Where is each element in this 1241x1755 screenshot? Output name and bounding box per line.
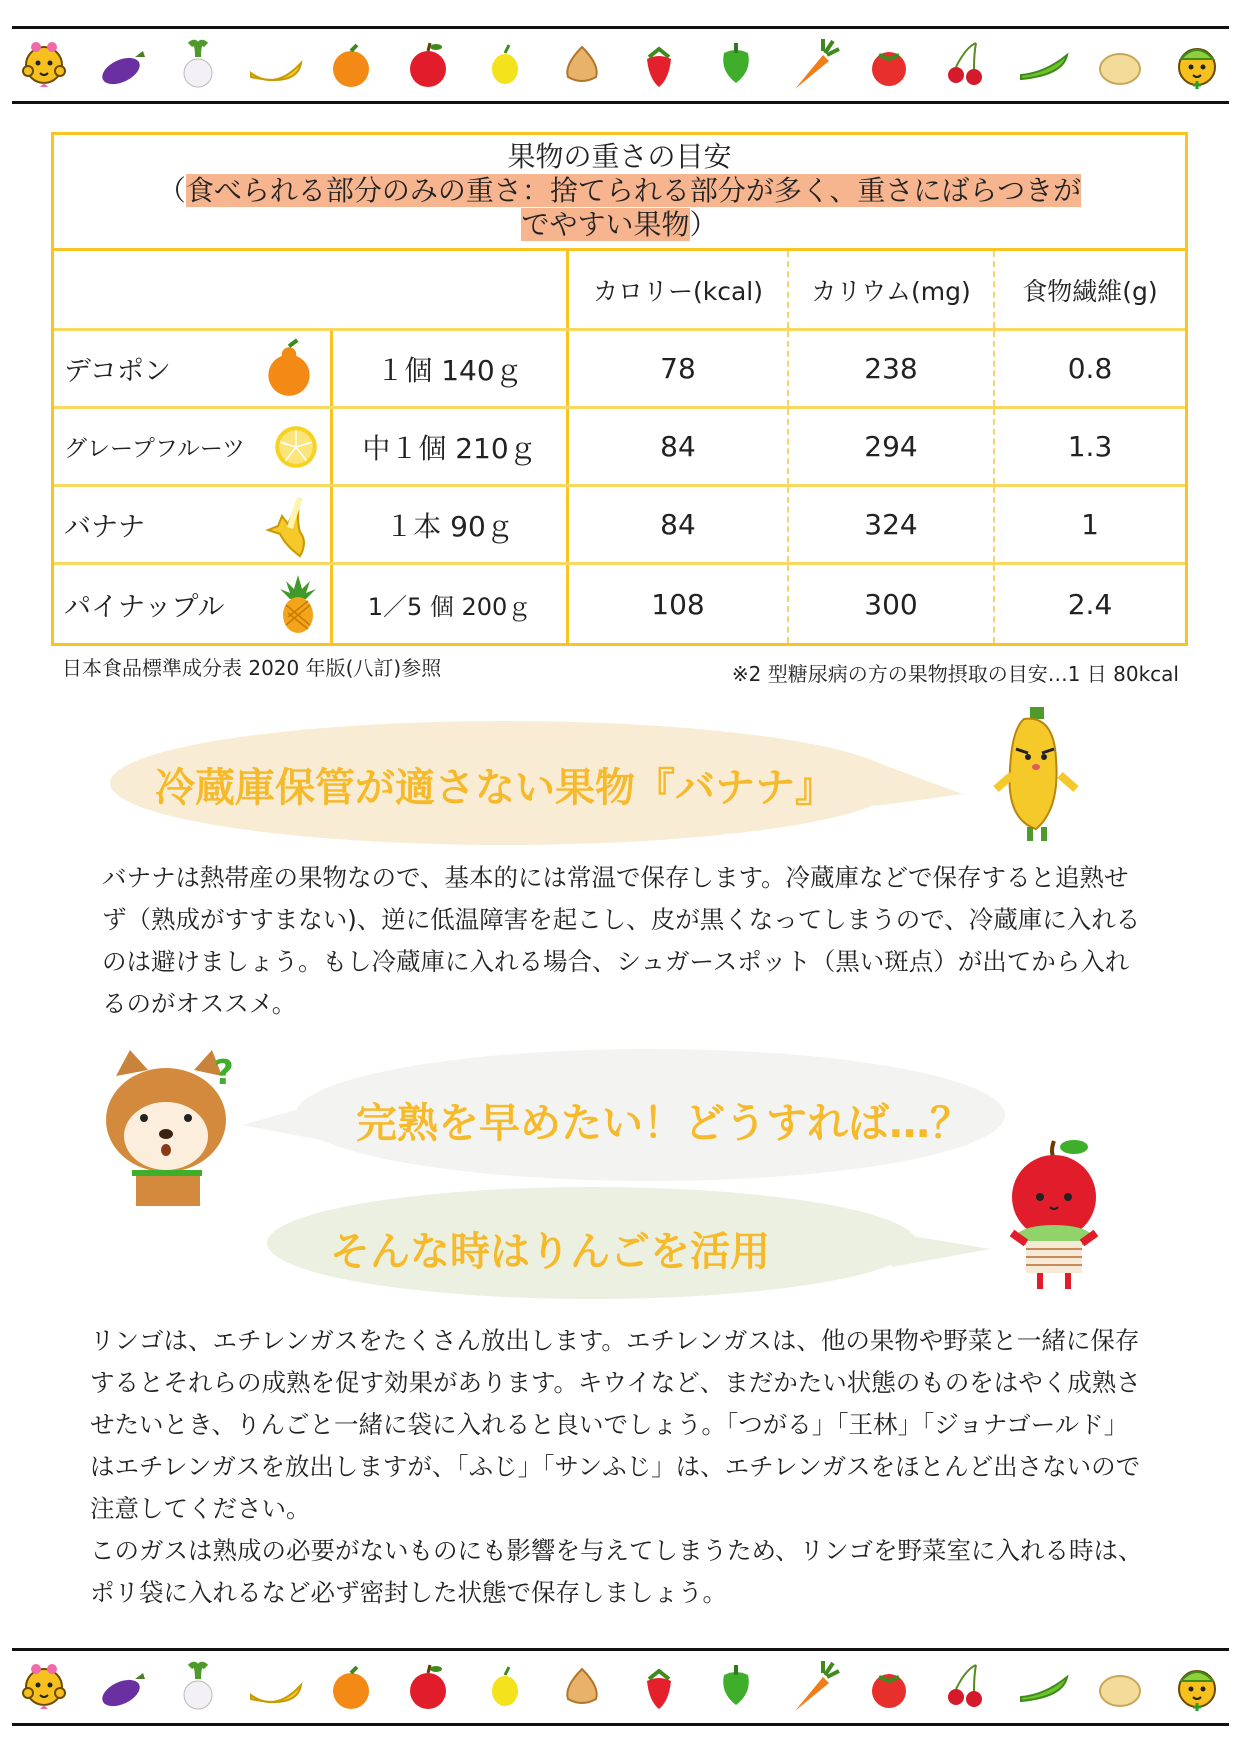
bottom-fruit-border: [0, 1648, 1241, 1726]
orange-icon: [321, 1657, 381, 1717]
weight-cell: 中１個 210ｇ: [333, 409, 569, 484]
table-title-note-cont: でやすい果物: [521, 208, 690, 241]
banana-character-icon: [982, 705, 1092, 845]
fiber-cell: 2.4: [1067, 587, 1113, 621]
carrot-icon: [783, 1657, 843, 1717]
border-line: [12, 1723, 1229, 1726]
lemon-icon: [475, 35, 535, 95]
border-line: [12, 101, 1229, 104]
border-line: [12, 1648, 1229, 1651]
apple-paragraph-1: リンゴは、エチレンガスをたくさん放出します。エチレンガスは、他の果物や野菜と一緒に保存するとそれらの成熟を促す効果があります。キウイなど、まだかたい状態のものをはやく成熟させたいとき、りんごと一緒に袋に入れると良いでしょう。「つがる」「王林」「ジョナゴールド」はエチレンガスを放出しますが、「ふじ」「サンふじ」は、エチレンガスをほとんど出さないので注意してください。: [90, 1326, 1141, 1523]
fruit-name: デコポン: [64, 356, 171, 387]
onion-icon: [552, 35, 612, 95]
cherry-icon: [936, 35, 996, 95]
banana-heading: 冷蔵庫保管が適さない果物『バナナ』: [155, 765, 835, 811]
banana-paragraph: バナナは熱帯産の果物なので、基本的には常温で保存します。冷蔵庫などで保存すると追熟せず（熟成がすすまない)、逆に低温障害を起こし、皮が黒くなってしまうので、冷蔵庫に入れるのは避けましょう。もし冷蔵庫に入れる場合、シュガースポット（黒い斑点）が出てから入れるのがオススメ。: [102, 863, 1141, 1018]
apple-icon: [398, 35, 458, 95]
table-title-paren: （: [157, 174, 186, 207]
border-line: [12, 26, 1229, 29]
kcal-cell: 78: [569, 331, 789, 406]
header-empty-cell: [333, 251, 569, 328]
pineapple-icon: [276, 573, 320, 635]
fruit-name: バナナ: [64, 512, 145, 543]
guideline-note: ※2 型糖尿病の方の果物摂取の目安…1 日 80kcal: [731, 662, 1179, 686]
carrot-icon: [783, 35, 843, 95]
tomato-icon: [859, 1657, 919, 1717]
green-pepper-icon: [706, 35, 766, 95]
banana-icon: [245, 35, 305, 95]
kcal-cell: 108: [569, 565, 789, 643]
table-row: [54, 487, 1185, 565]
potassium-cell: 324: [789, 487, 995, 562]
top-fruit-border: [0, 26, 1241, 104]
apple-heading: そんな時はりんごを活用: [330, 1229, 770, 1275]
orange-icon: [321, 35, 381, 95]
kcal-cell: 84: [569, 487, 789, 562]
dekopon-icon: [258, 338, 320, 400]
potassium-cell: 238: [789, 331, 995, 406]
green-pepper-icon: [706, 1657, 766, 1717]
shiba-dog-icon: [96, 1046, 241, 1211]
fiber-cell: 0.8: [1067, 352, 1113, 385]
table-row: [54, 565, 1185, 643]
cherry-icon: [936, 1657, 996, 1717]
header-kcal: カロリー(kcal): [569, 251, 789, 328]
lemon-icon: [475, 1657, 535, 1717]
source-note: 日本食品標準成分表 2020 年版(八訂)参照: [62, 656, 442, 680]
table-row: [54, 331, 1185, 409]
header-fiber: 食物繊維(g): [1022, 276, 1158, 306]
pea-pod-icon: [1013, 1657, 1073, 1717]
strawberry-icon: [629, 1657, 689, 1717]
girl-mascot-icon: [14, 1657, 74, 1717]
boy-mascot-icon: [1167, 35, 1227, 95]
table-title-paren: ）: [689, 208, 718, 241]
weight-cell: １個 140ｇ: [333, 331, 569, 406]
girl-mascot-icon: [14, 35, 74, 95]
table-header-row: [54, 251, 1185, 331]
fruit-weight-table: [51, 132, 1188, 646]
potato-icon: [1090, 35, 1150, 95]
tomato-icon: [859, 35, 919, 95]
boy-mascot-icon: [1167, 1657, 1227, 1717]
weight-cell: １本 90ｇ: [333, 487, 569, 562]
question-heading: 完熟を早めたい！どうすれば…？: [356, 1099, 971, 1147]
weight-cell: 1／5 個 200ｇ: [333, 565, 569, 643]
fiber-cell: 1.3: [1067, 430, 1113, 463]
onion-icon: [552, 1657, 612, 1717]
apple-paragraph-2: このガスは熟成の必要がないものにも影響を与えてしまうため、リンゴを野菜室に入れる時は、ポリ袋に入れるなど必ず密封した状態で保存しましょう。: [90, 1536, 1143, 1607]
table-title-note: 食べられる部分のみの重さ：捨てられる部分が多く、重さにばらつきが: [185, 174, 1082, 207]
apple-character-icon: [990, 1133, 1120, 1293]
potato-icon: [1090, 1657, 1150, 1717]
banana-icon: [260, 492, 320, 558]
potassium-cell: 294: [789, 409, 995, 484]
table-title: [54, 135, 1185, 251]
banana-icon: [245, 1657, 305, 1717]
apple-icon: [398, 1657, 458, 1717]
fruit-name: パイナップル: [64, 591, 225, 623]
svg-text:?: ?: [214, 1053, 234, 1093]
table-row: [54, 409, 1185, 487]
fiber-cell: 1: [1081, 508, 1099, 541]
table-title-main: 果物の重さの目安: [507, 140, 732, 173]
kcal-cell: 84: [569, 409, 789, 484]
eggplant-icon: [91, 35, 151, 95]
fruit-name: グレープフルーツ: [64, 436, 246, 462]
eggplant-icon: [91, 1657, 151, 1717]
potassium-cell: 300: [789, 565, 995, 643]
pea-pod-icon: [1013, 35, 1073, 95]
grapefruit-icon: [272, 423, 320, 471]
turnip-icon: [168, 1657, 228, 1717]
header-empty-cell: [54, 251, 333, 328]
turnip-icon: [168, 35, 228, 95]
strawberry-icon: [629, 35, 689, 95]
header-potassium: カリウム(mg): [789, 251, 995, 328]
